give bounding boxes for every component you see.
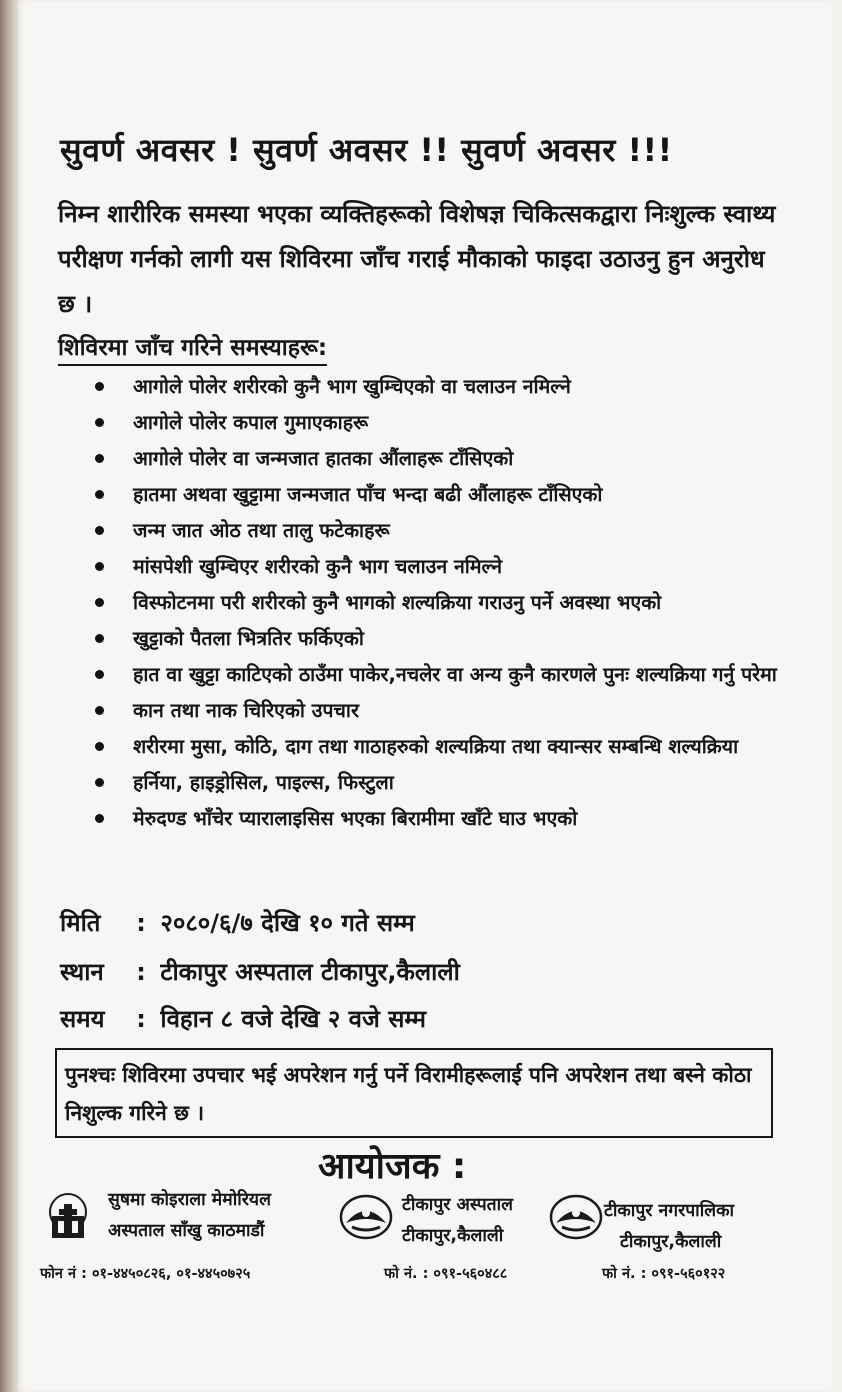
organizer-3-name: टीकापुर नगरपालिका (604, 1201, 735, 1221)
list-item: आगोले पोलेर कपाल गुमाएकाहरू (95, 408, 795, 437)
hospital-emblem-icon (42, 1190, 94, 1244)
bullet-icon (95, 526, 104, 535)
organizer-1-phone: फोन नं : ०१-४४५०८२६, ०१-४४५०७२५ (40, 1266, 251, 1282)
list-item: जन्म जात ओठ तथा तालु फटेकाहरू (95, 516, 795, 545)
time-label: समय (60, 1005, 105, 1033)
bullet-icon (95, 706, 104, 715)
time-separator: : (136, 1005, 146, 1033)
problems-heading: शिविरमा जाँच गरिने समस्याहरू: (58, 330, 327, 366)
bullet-icon (95, 598, 104, 607)
problems-list (95, 372, 795, 840)
place-value: टीकापुर अस्पताल टीकापुर,कैलाली (160, 958, 460, 986)
place-row (60, 955, 460, 988)
time-row (60, 1002, 426, 1035)
organizers-title: आयोजक : (318, 1146, 467, 1187)
organizer-3 (604, 1196, 734, 1258)
organizer-1 (108, 1185, 271, 1247)
organizer-3-address: टीकापुर,कैलाली (620, 1232, 722, 1252)
bullet-icon (95, 454, 104, 463)
bullet-icon (95, 490, 104, 499)
organizer-1-name: सुषमा कोइराला मेमोरियल (108, 1190, 271, 1210)
nepal-emblem-icon (548, 1193, 604, 1241)
list-item: हात वा खुट्टा काटिएको ठाउँमा पाकेर,नचलेर वा अन्य कुनै कारणले पुनः शल्यक्रिया गर्नु परेमा (95, 660, 795, 689)
headline: सुवर्ण अवसर ! सुवर्ण अवसर !! सुवर्ण अवसर !!! (60, 131, 673, 169)
intro-paragraph: निम्न शारीरिक समस्या भएका व्यक्तिहरूको विशेषज्ञ चिकित्सकद्वारा निःशुल्क स्वाथ्य परीक्षण गर्नको लागी यस शिविरमा जाँच गराई मौकाको फाइदा उठाउनु हुन अनुरोध छ । (58, 200, 776, 318)
paper-edge-background (0, 0, 18, 1392)
bullet-icon (95, 562, 104, 571)
bullet-icon (95, 382, 104, 391)
note-box: पुनश्चः शिविरमा उपचार भई अपरेशन गर्नु पर्ने विरामीहरूलाई पनि अपरेशन तथा बस्ने कोठा निशुल्क गरिने छ । (55, 1048, 773, 1138)
list-item: खुट्टाको पैतला भित्रतिर फर्किएको (95, 624, 795, 653)
nepal-emblem-icon (338, 1193, 394, 1241)
list-item: आगोले पोलेर वा जन्मजात हातका औंलाहरू टाँसिएको (95, 444, 795, 473)
list-item: हातमा अथवा खुट्टामा जन्मजात पाँच भन्दा बढी औंलाहरू टाँसिएको (95, 480, 795, 509)
date-row (60, 906, 415, 939)
list-item: मेरुदण्ड भाँचेर प्यारालाइसिस भएका बिरामीमा खाँटे घाउ भएको (95, 804, 795, 833)
place-label: स्थान (60, 958, 104, 986)
bullet-icon (95, 778, 104, 787)
organizer-2-name: टीकापुर अस्पताल (402, 1195, 514, 1215)
date-value: २०८०/६/७ देखि १० गते सम्म (160, 909, 415, 937)
bullet-icon (95, 742, 104, 751)
list-item: आगोले पोलेर शरीरको कुनै भाग खुम्चिएको वा चलाउन नमिल्ने (95, 372, 795, 401)
list-item: शरीरमा मुसा, कोठि, दाग तथा गाठाहरुको शल्यक्रिया तथा क्यान्सर सम्बन्धि शल्यक्रिया (95, 732, 795, 761)
bullet-icon (95, 418, 104, 427)
list-item: कान तथा नाक चिरिएको उपचार (95, 696, 795, 725)
organizer-1-address: अस्पताल साँखु काठमाडौं (108, 1221, 265, 1241)
place-separator: : (136, 958, 146, 986)
date-separator: : (136, 909, 146, 937)
organizer-2 (402, 1190, 513, 1252)
bullet-icon (95, 814, 104, 823)
organizer-3-phone: फो नं. : ०९१-५६०१२२ (602, 1266, 726, 1282)
organizer-2-phone: फो नं. : ०९१-५६०४८८ (384, 1266, 508, 1282)
time-value: विहान ८ वजे देखि २ वजे सम्म (160, 1005, 426, 1033)
list-item: हर्निया, हाइड्रोसिल, पाइल्स, फिस्टुला (95, 768, 795, 797)
list-item: मांसपेशी खुम्चिएर शरीरको कुनै भाग चलाउन नमिल्ने (95, 552, 795, 581)
list-item: विस्फोटनमा परी शरीरको कुनै भागको शल्यक्रिया गराउनु पर्ने अवस्था भएको (95, 588, 795, 617)
organizer-2-address: टीकापुर,कैलाली (402, 1226, 504, 1246)
bullet-icon (95, 670, 104, 679)
bullet-icon (95, 634, 104, 643)
date-label: मिति (60, 909, 101, 937)
